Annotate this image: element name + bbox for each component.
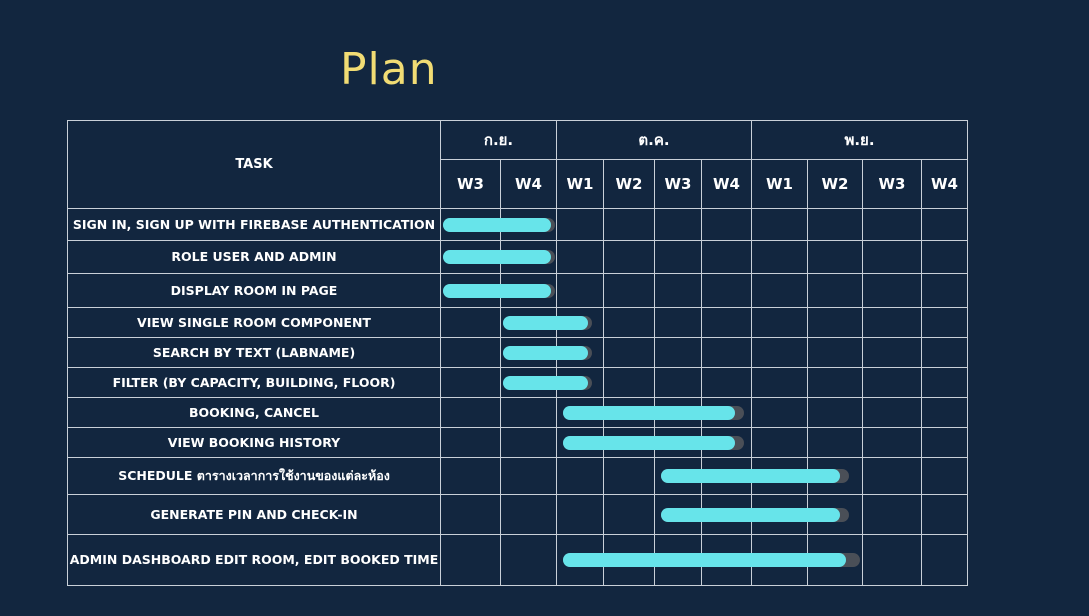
week-cell bbox=[441, 308, 501, 338]
week-header: W2 bbox=[808, 160, 863, 209]
gantt-table bbox=[67, 120, 968, 586]
week-cell bbox=[441, 535, 501, 586]
task-row bbox=[68, 241, 968, 274]
week-cell bbox=[501, 209, 557, 241]
week-cell bbox=[557, 209, 604, 241]
week-cell bbox=[501, 308, 557, 338]
week-cell bbox=[752, 428, 808, 458]
week-cell bbox=[808, 428, 863, 458]
week-cell bbox=[655, 495, 702, 535]
week-cell bbox=[604, 274, 655, 308]
week-header: W2 bbox=[604, 160, 655, 209]
task-row bbox=[68, 368, 968, 398]
task-row bbox=[68, 535, 968, 586]
task-name: VIEW BOOKING HISTORY bbox=[68, 428, 441, 458]
week-header: W1 bbox=[557, 160, 604, 209]
task-name: VIEW SINGLE ROOM COMPONENT bbox=[68, 308, 441, 338]
week-cell bbox=[441, 368, 501, 398]
week-cell bbox=[655, 535, 702, 586]
week-cell bbox=[655, 458, 702, 495]
week-cell bbox=[808, 338, 863, 368]
task-row bbox=[68, 458, 968, 495]
week-cell bbox=[604, 241, 655, 274]
week-cell bbox=[501, 428, 557, 458]
task-name: GENERATE PIN AND CHECK-IN bbox=[68, 495, 441, 535]
week-cell bbox=[557, 495, 604, 535]
week-cell bbox=[655, 398, 702, 428]
week-cell bbox=[752, 535, 808, 586]
week-cell bbox=[808, 368, 863, 398]
week-cell bbox=[441, 458, 501, 495]
week-cell bbox=[604, 458, 655, 495]
month-header: พ.ย. bbox=[752, 121, 968, 160]
task-row bbox=[68, 274, 968, 308]
week-cell bbox=[863, 495, 922, 535]
week-cell bbox=[922, 368, 968, 398]
week-cell bbox=[752, 241, 808, 274]
week-cell bbox=[441, 495, 501, 535]
week-cell bbox=[604, 338, 655, 368]
week-cell bbox=[501, 368, 557, 398]
week-cell bbox=[702, 338, 752, 368]
week-cell bbox=[702, 368, 752, 398]
task-row bbox=[68, 209, 968, 241]
week-cell bbox=[863, 241, 922, 274]
month-header: ต.ค. bbox=[557, 121, 752, 160]
week-cell bbox=[752, 368, 808, 398]
week-cell bbox=[655, 274, 702, 308]
week-cell bbox=[863, 428, 922, 458]
week-cell bbox=[863, 274, 922, 308]
month-header-row bbox=[68, 121, 968, 160]
week-cell bbox=[441, 338, 501, 368]
week-cell bbox=[557, 274, 604, 308]
week-cell bbox=[863, 338, 922, 368]
week-cell bbox=[863, 209, 922, 241]
page-title: Plan bbox=[340, 44, 438, 95]
week-cell bbox=[808, 241, 863, 274]
week-cell bbox=[702, 398, 752, 428]
week-cell bbox=[604, 428, 655, 458]
week-cell bbox=[752, 398, 808, 428]
week-cell bbox=[557, 535, 604, 586]
week-cell bbox=[501, 274, 557, 308]
week-cell bbox=[655, 428, 702, 458]
week-cell bbox=[557, 458, 604, 495]
week-cell bbox=[808, 209, 863, 241]
week-cell bbox=[752, 338, 808, 368]
week-cell bbox=[604, 535, 655, 586]
week-cell bbox=[655, 241, 702, 274]
task-name: BOOKING, CANCEL bbox=[68, 398, 441, 428]
week-cell bbox=[441, 398, 501, 428]
week-cell bbox=[557, 241, 604, 274]
week-cell bbox=[441, 241, 501, 274]
week-cell bbox=[501, 398, 557, 428]
week-cell bbox=[501, 338, 557, 368]
week-header: W3 bbox=[441, 160, 501, 209]
task-name: ADMIN DASHBOARD EDIT ROOM, EDIT BOOKED TIME bbox=[68, 535, 441, 586]
week-cell bbox=[922, 398, 968, 428]
week-cell bbox=[808, 495, 863, 535]
week-cell bbox=[922, 458, 968, 495]
week-cell bbox=[501, 495, 557, 535]
week-cell bbox=[808, 398, 863, 428]
week-cell bbox=[702, 241, 752, 274]
week-header: W4 bbox=[702, 160, 752, 209]
week-cell bbox=[557, 398, 604, 428]
week-cell bbox=[604, 495, 655, 535]
week-cell bbox=[702, 495, 752, 535]
week-cell bbox=[702, 274, 752, 308]
week-cell bbox=[655, 308, 702, 338]
week-cell bbox=[501, 458, 557, 495]
week-cell bbox=[441, 209, 501, 241]
week-cell bbox=[922, 535, 968, 586]
week-cell bbox=[808, 308, 863, 338]
week-cell bbox=[557, 368, 604, 398]
task-row bbox=[68, 308, 968, 338]
week-cell bbox=[863, 398, 922, 428]
week-cell bbox=[808, 274, 863, 308]
week-cell bbox=[752, 458, 808, 495]
week-cell bbox=[922, 495, 968, 535]
week-cell bbox=[752, 495, 808, 535]
week-cell bbox=[752, 209, 808, 241]
week-cell bbox=[501, 241, 557, 274]
task-row bbox=[68, 428, 968, 458]
week-cell bbox=[922, 274, 968, 308]
week-cell bbox=[557, 428, 604, 458]
month-header: ก.ย. bbox=[441, 121, 557, 160]
task-row bbox=[68, 338, 968, 368]
week-cell bbox=[808, 535, 863, 586]
week-header: W4 bbox=[501, 160, 557, 209]
task-name: DISPLAY ROOM IN PAGE bbox=[68, 274, 441, 308]
week-cell bbox=[702, 209, 752, 241]
week-cell bbox=[702, 458, 752, 495]
week-cell bbox=[702, 308, 752, 338]
week-cell bbox=[441, 274, 501, 308]
week-cell bbox=[557, 308, 604, 338]
week-cell bbox=[863, 458, 922, 495]
week-cell bbox=[922, 338, 968, 368]
week-cell bbox=[441, 428, 501, 458]
week-cell bbox=[752, 308, 808, 338]
week-header: W3 bbox=[655, 160, 702, 209]
week-cell bbox=[922, 428, 968, 458]
week-cell bbox=[702, 535, 752, 586]
week-header: W4 bbox=[922, 160, 968, 209]
task-row bbox=[68, 398, 968, 428]
task-column-header: TASK bbox=[68, 121, 441, 209]
week-cell bbox=[604, 308, 655, 338]
task-name: ROLE USER AND ADMIN bbox=[68, 241, 441, 274]
week-cell bbox=[702, 428, 752, 458]
week-cell bbox=[557, 338, 604, 368]
week-cell bbox=[863, 535, 922, 586]
week-cell bbox=[863, 368, 922, 398]
task-name: SCHEDULE ตารางเวลาการใช้งานของแต่ละห้อง bbox=[68, 458, 441, 495]
task-name: FILTER (BY CAPACITY, BUILDING, FLOOR) bbox=[68, 368, 441, 398]
task-name: SIGN IN, SIGN UP WITH FIREBASE AUTHENTICATION bbox=[68, 209, 441, 241]
week-cell bbox=[501, 535, 557, 586]
week-header: W3 bbox=[863, 160, 922, 209]
task-row bbox=[68, 495, 968, 535]
week-cell bbox=[655, 368, 702, 398]
week-cell bbox=[922, 209, 968, 241]
week-cell bbox=[604, 398, 655, 428]
week-cell bbox=[655, 209, 702, 241]
week-header: W1 bbox=[752, 160, 808, 209]
task-name: SEARCH BY TEXT (LABNAME) bbox=[68, 338, 441, 368]
week-cell bbox=[922, 308, 968, 338]
week-cell bbox=[604, 368, 655, 398]
week-cell bbox=[604, 209, 655, 241]
week-cell bbox=[752, 274, 808, 308]
week-cell bbox=[922, 241, 968, 274]
week-cell bbox=[655, 338, 702, 368]
week-cell bbox=[808, 458, 863, 495]
week-cell bbox=[863, 308, 922, 338]
